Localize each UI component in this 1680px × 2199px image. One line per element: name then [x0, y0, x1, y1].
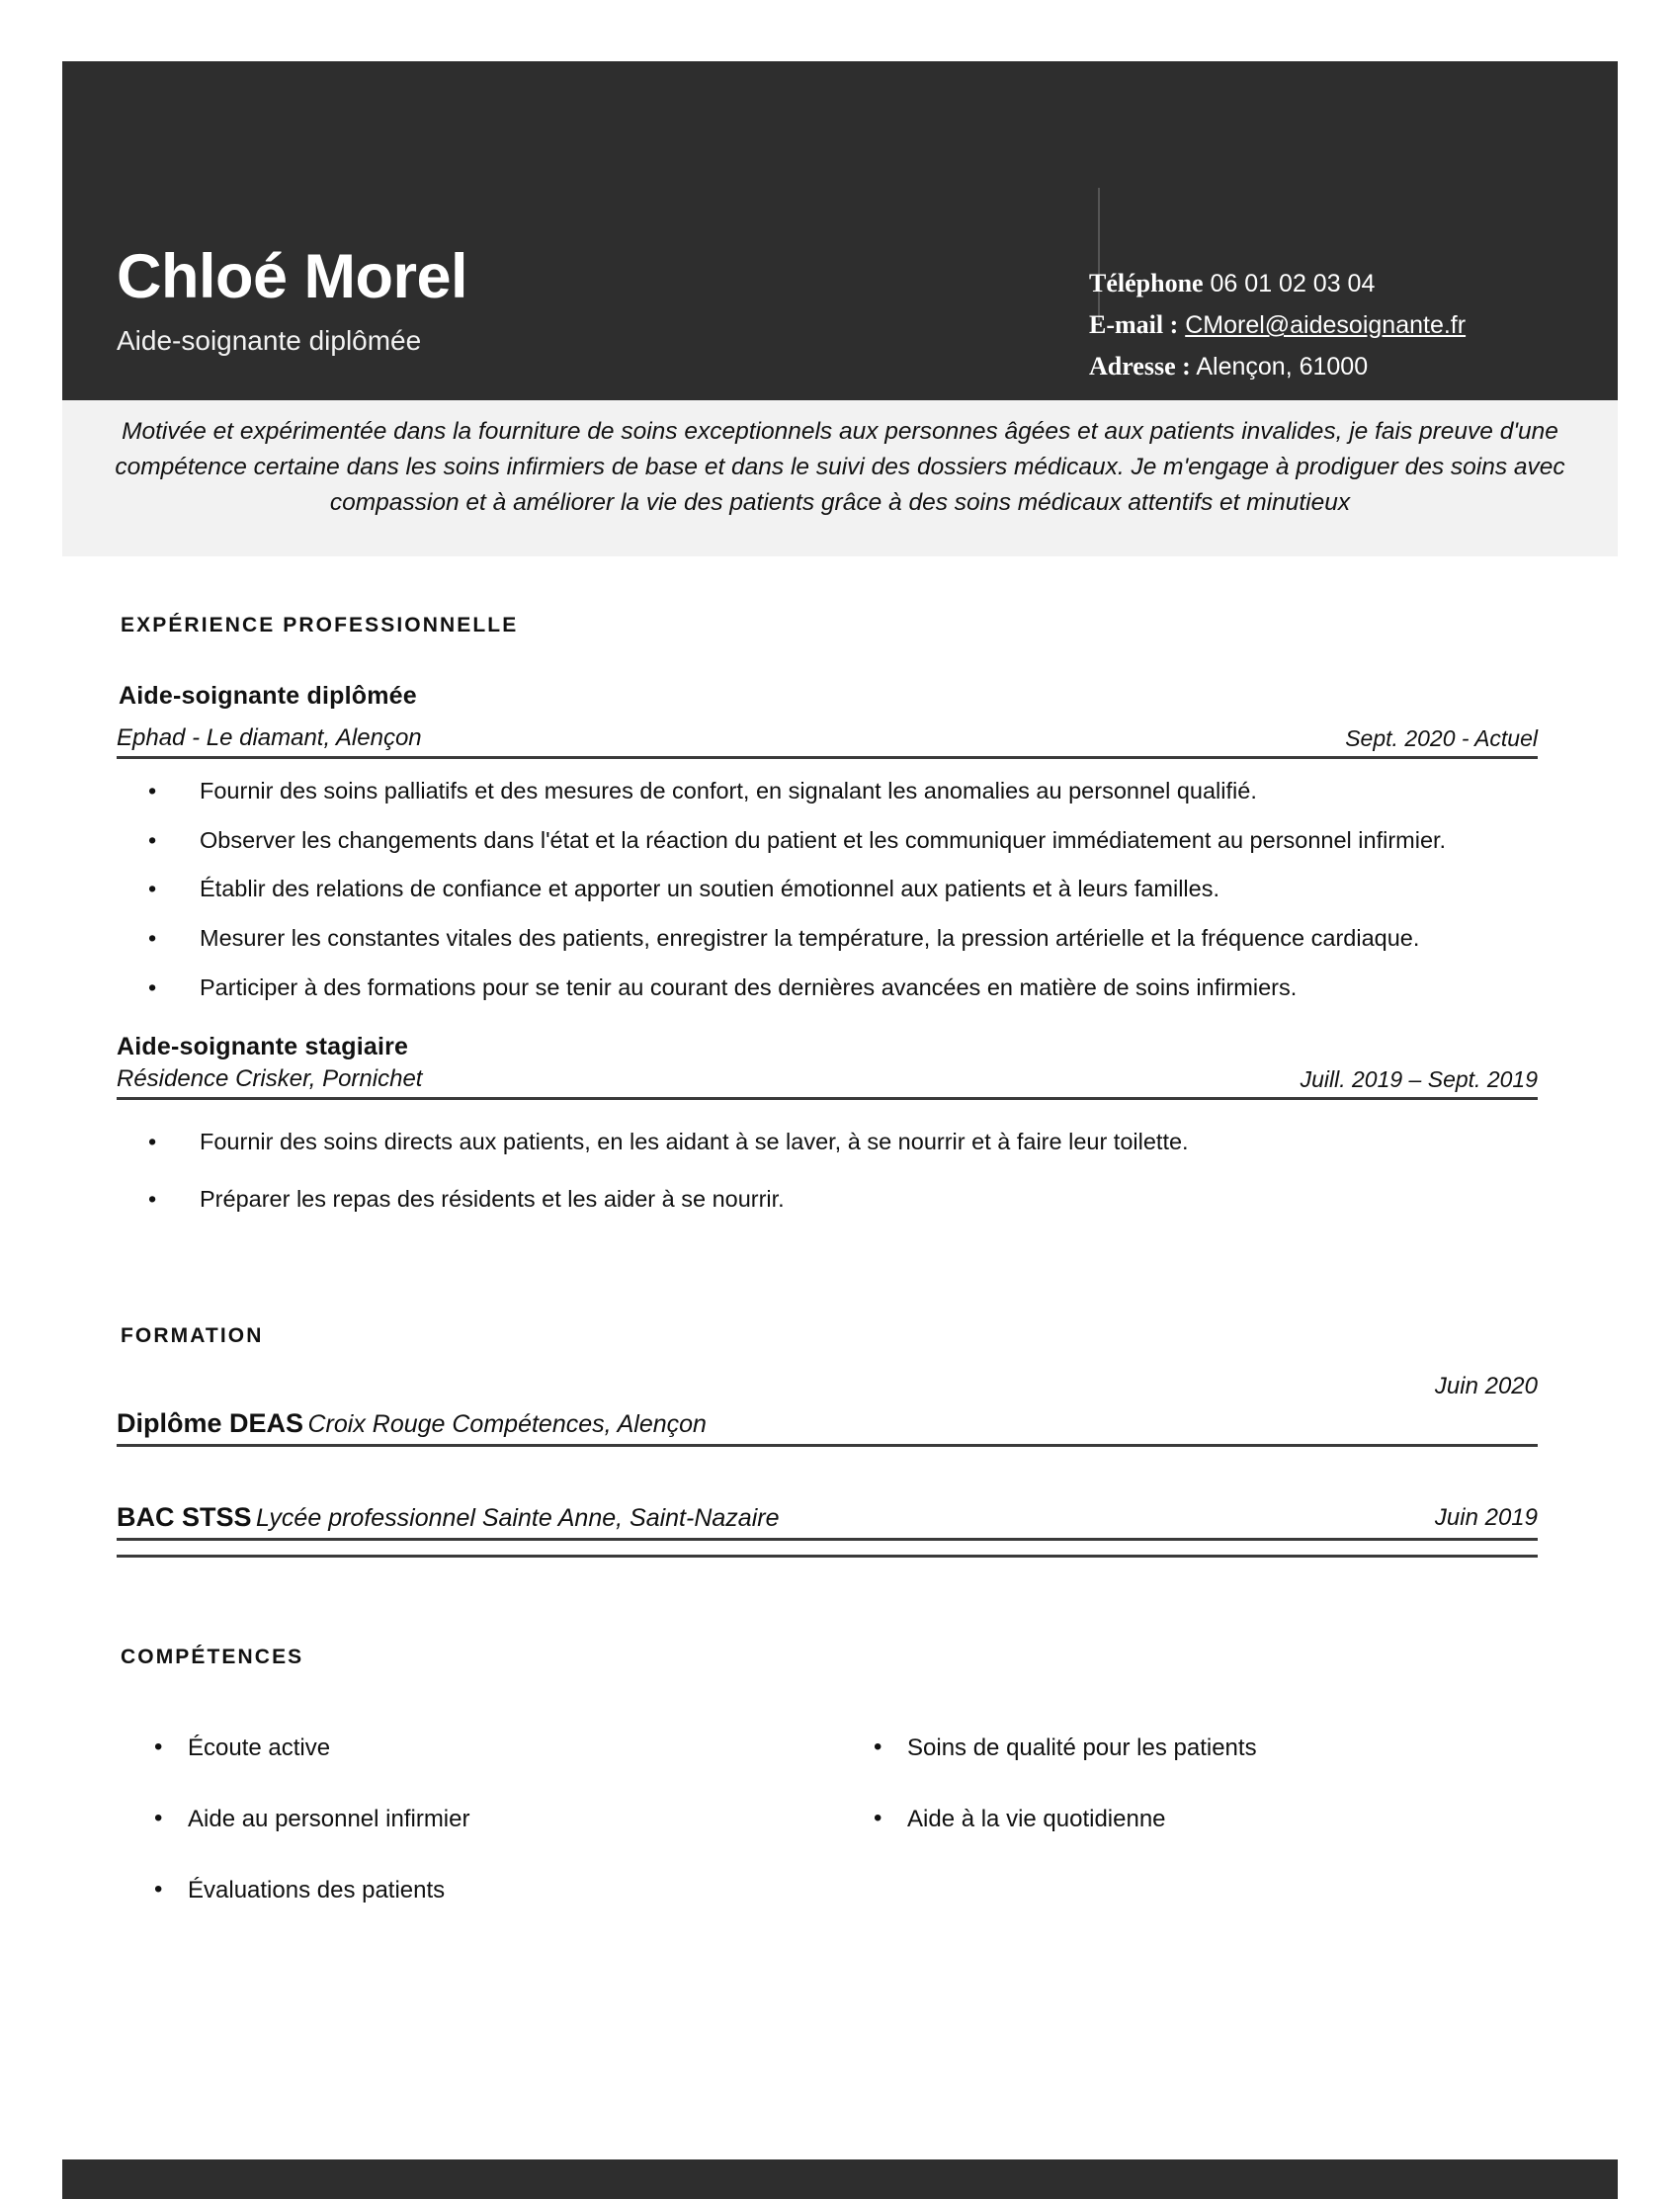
list-item [150, 1877, 783, 1904]
list-item-text: Aide à la vie quotidienne [907, 1806, 1166, 1832]
job-title: Aide-soignante diplômée [117, 325, 422, 357]
list-item-text: Fournir des soins palliatifs et des mesures de confort, en signalant les anomalies au personnel qualifié. [200, 778, 1257, 803]
page-title: Chloé Morel [117, 242, 468, 311]
bullet-icon: • [154, 1734, 163, 1760]
job-organization-0: Ephad - Le diamant, Alençon [117, 724, 422, 751]
contact-email-value[interactable]: CMorel@aidesoignante.fr [1185, 311, 1467, 340]
education-bottom-rule [117, 1555, 1538, 1558]
bullet-icon: • [148, 973, 157, 1000]
contact-phone-value: 06 01 02 03 04 [1210, 270, 1376, 297]
section-title-skills: COMPÉTENCES [121, 1646, 304, 1668]
contact-address [1089, 346, 1642, 387]
job-organization-1: Résidence Crisker, Pornichet [117, 1065, 423, 1092]
resume-header [62, 61, 1618, 400]
job-bullets-1 [119, 1127, 1601, 1232]
bullet-icon: • [154, 1805, 163, 1831]
job-dates-0: Sept. 2020 - Actuel [1345, 725, 1538, 751]
education-degree-0: Diplôme DEAS [117, 1408, 304, 1438]
list-item [119, 923, 1601, 955]
bullet-icon: • [148, 925, 157, 952]
list-item-text: Mesurer les constantes vitales des patients, enregistrer la température, la pression artérielle et la fréquence cardiaque. [200, 925, 1420, 952]
job-title-1: Aide-soignante stagiaire [117, 1033, 409, 1060]
skills-left-column [150, 1734, 783, 1948]
list-item [119, 1127, 1601, 1158]
bullet-icon: • [148, 876, 157, 902]
job-title-0: Aide-soignante diplômée [119, 682, 417, 710]
list-item-text: Aide au personnel infirmier [188, 1806, 470, 1832]
education-entry-1 [117, 1502, 1538, 1541]
section-title-education: FORMATION [121, 1324, 264, 1347]
list-item [119, 874, 1601, 905]
education-entry-0 [117, 1373, 1538, 1447]
list-item-text: Évaluations des patients [188, 1877, 446, 1903]
contact-address-label: Adresse : [1089, 352, 1191, 381]
list-item-text: Observer les changements dans l'état et la réaction du patient et les communiquer immédiatement au personnel infirmier. [200, 826, 1447, 853]
bullet-icon: • [148, 778, 157, 803]
list-item [119, 973, 1601, 1004]
bullet-icon: • [874, 1805, 882, 1831]
contact-phone-label: Téléphone [1089, 269, 1204, 297]
contact-email [1089, 304, 1642, 346]
skills-right-column [870, 1734, 1502, 1877]
education-school-1: Lycée professionnel Sainte Anne, Saint-Nazaire [255, 1504, 780, 1532]
list-item [150, 1734, 783, 1762]
education-date-1: Juin 2019 [1434, 1504, 1538, 1531]
list-item [119, 776, 1601, 807]
list-item-text: Préparer les repas des résidents et les aider à se nourrir. [200, 1185, 785, 1212]
contact-block [1089, 263, 1642, 387]
contact-email-label: E-mail : [1089, 310, 1179, 340]
contact-address-value: Alençon, 61000 [1196, 353, 1369, 381]
bullet-icon: • [154, 1876, 163, 1903]
footer-bar [62, 2159, 1618, 2199]
list-item-text: Fournir des soins directs aux patients, en les aidant à se laver, à se nourrir et à faire leur toilette. [200, 1129, 1189, 1154]
list-item [119, 825, 1601, 857]
bullet-icon: • [874, 1734, 882, 1760]
bullet-icon: • [148, 826, 157, 853]
name-block [117, 244, 467, 357]
education-date-0: Juin 2020 [1434, 1373, 1538, 1399]
list-item [119, 1184, 1601, 1216]
list-item-text: Établir des relations de confiance et apporter un soutien émotionnel aux patients et à leurs familles. [200, 876, 1219, 902]
education-school-0: Croix Rouge Compétences, Alençon [307, 1410, 707, 1438]
job-meta-row-0 [117, 724, 1538, 759]
list-item [150, 1806, 783, 1833]
job-bullets-0 [119, 776, 1601, 1022]
job-meta-row-1 [117, 1065, 1538, 1100]
job-dates-1: Juill. 2019 – Sept. 2019 [1300, 1066, 1538, 1092]
bullet-icon: • [148, 1185, 157, 1212]
list-item [870, 1734, 1502, 1762]
summary-text: Motivée et expérimentée dans la fourniture de soins exceptionnels aux personnes âgées et aux patients invalides, je fais preuve d'une compétence certaine dans les soins infirmiers de base et dans le suivi des dossiers médicaux. Je m'engage à prodiguer des soins avec compassion et à améliorer la vie des patients grâce à des soins médicaux attentifs et minutieux [115, 418, 1565, 516]
list-item [870, 1806, 1502, 1833]
list-item-text: Écoute active [188, 1734, 331, 1761]
summary-banner [62, 400, 1618, 556]
contact-phone [1089, 263, 1642, 304]
list-item-text: Participer à des formations pour se tenir au courant des dernières avancées en matière de soins infirmiers. [200, 973, 1298, 1000]
list-item-text: Soins de qualité pour les patients [907, 1734, 1257, 1761]
education-degree-1: BAC STSS [117, 1502, 252, 1532]
bullet-icon: • [148, 1129, 157, 1154]
section-title-experience: EXPÉRIENCE PROFESSIONNELLE [121, 614, 519, 636]
